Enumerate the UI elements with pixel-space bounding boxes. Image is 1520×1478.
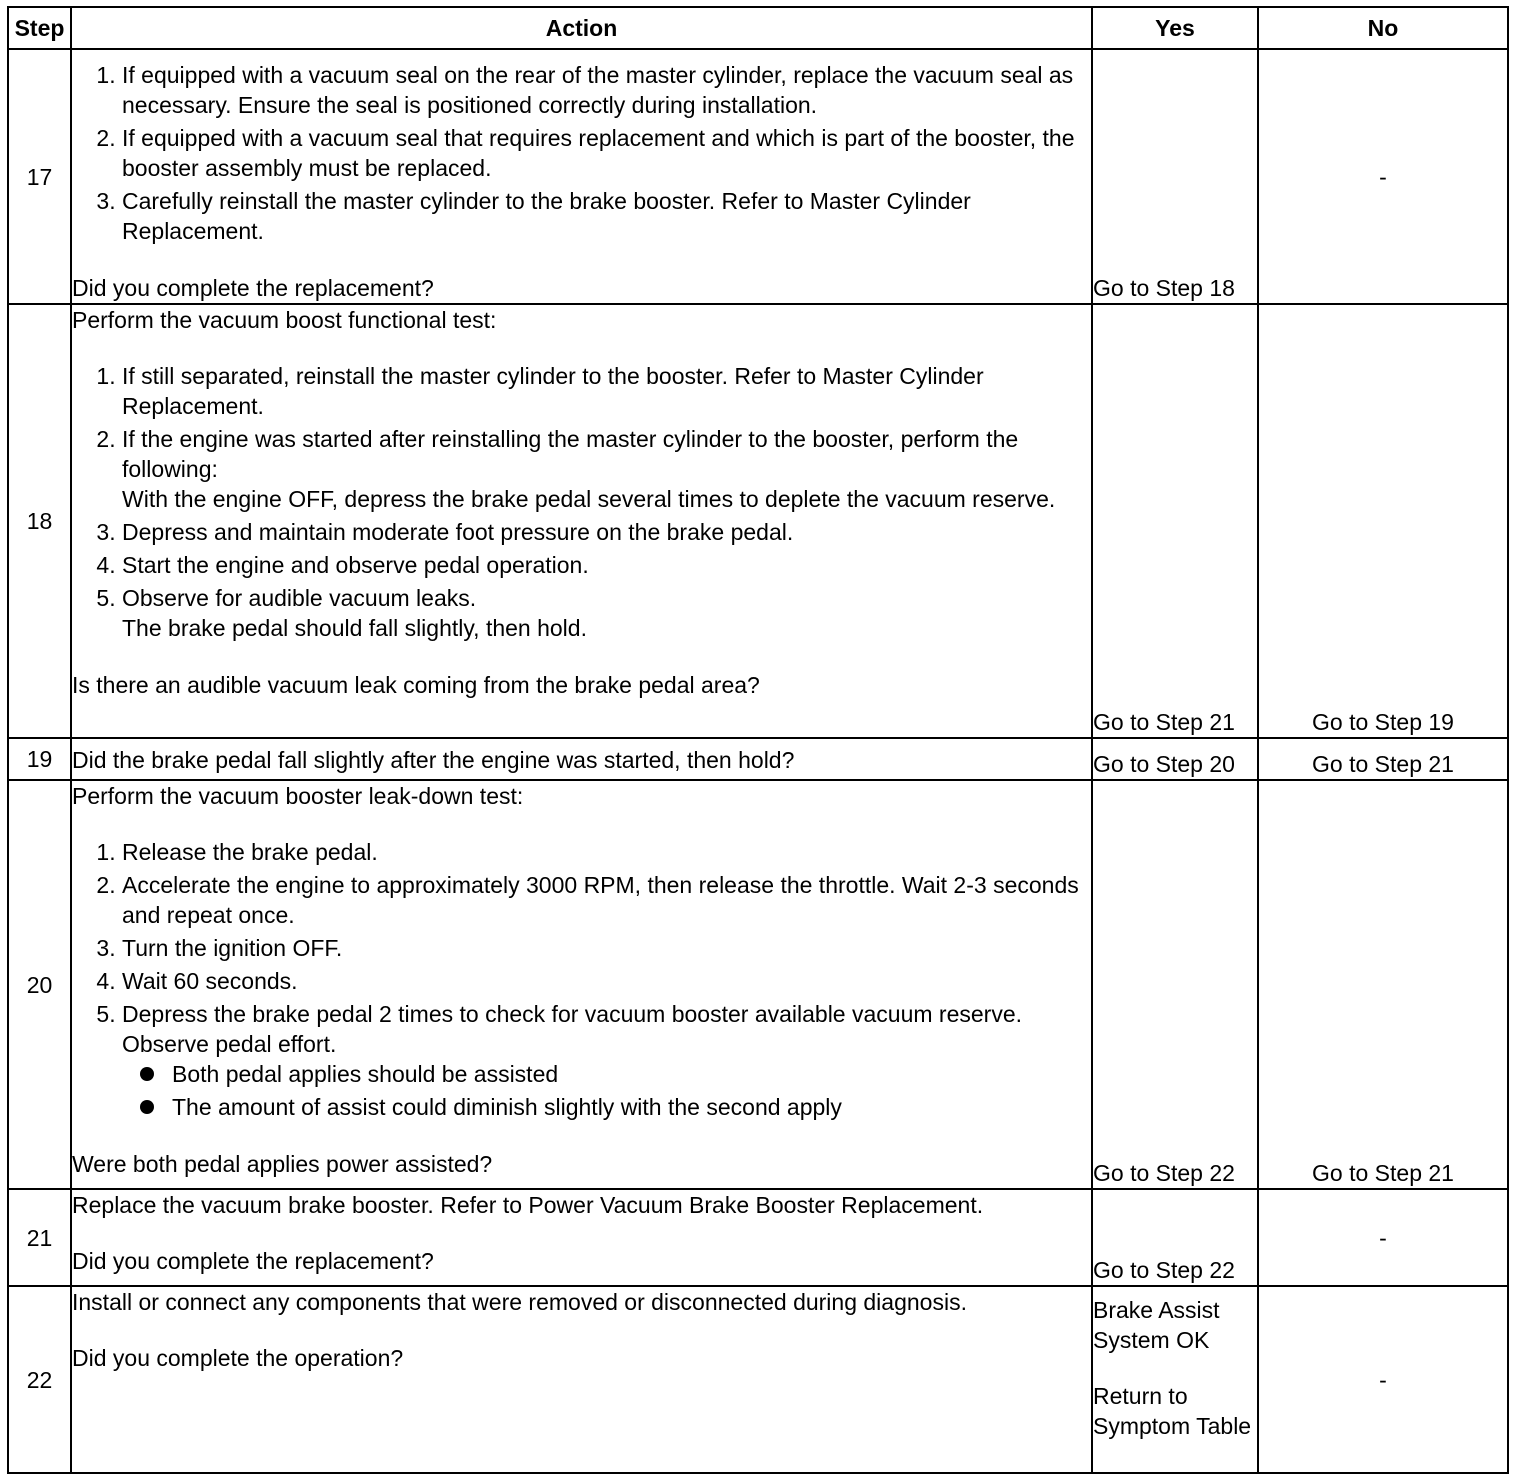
table-row (8, 738, 1508, 780)
action-list (72, 837, 1091, 1122)
yes-cell: Go to Step 21 (1092, 304, 1258, 738)
table-row (8, 780, 1508, 1189)
bullet-item: Both pedal applies should be assisted (140, 1059, 1091, 1089)
step-number: 18 (8, 304, 71, 738)
action-cell (71, 304, 1092, 738)
list-item-text: If the engine was started after reinstalling the master cylinder to the booster, perform the following: (122, 426, 1019, 482)
list-item: 4. Wait 60 seconds. (122, 966, 1091, 996)
diagnostic-table (7, 6, 1509, 1474)
list-item (122, 583, 1091, 643)
header-row (8, 7, 1508, 49)
list-item: 1. If equipped with a vacuum seal on the rear of the master cylinder, replace the vacuum seal as necessary. Ensure the seal is positioned correctly during installation. (122, 60, 1091, 120)
yes-cell: Go to Step 18 (1092, 49, 1258, 304)
step-number: 17 (8, 49, 71, 304)
intro-text: Perform the vacuum booster leak-down test: (72, 783, 524, 809)
list-item-subtext: With the engine OFF, depress the brake pedal several times to deplete the vacuum reserve. (122, 486, 1056, 512)
bullet-icon (140, 1100, 154, 1114)
list-item (122, 999, 1091, 1122)
action-list (72, 361, 1091, 643)
yes-cell: Go to Step 20 (1092, 738, 1258, 780)
list-item-subtext: The brake pedal should fall slightly, then hold. (122, 615, 587, 641)
table-row (8, 1286, 1508, 1473)
no-cell: Go to Step 19 (1258, 304, 1508, 738)
question-text: Is there an audible vacuum leak coming from the brake pedal area? (72, 672, 760, 698)
step-number: 19 (8, 738, 71, 780)
header-yes: Yes (1092, 7, 1258, 49)
action-cell (71, 738, 1092, 780)
list-item: 4. Start the engine and observe pedal operation. (122, 550, 1091, 580)
action-list (72, 60, 1091, 246)
list-item: 1. If still separated, reinstall the master cylinder to the booster. Refer to Master Cylinder Replacement. (122, 361, 1091, 421)
table-row (8, 304, 1508, 738)
bullet-list (122, 1059, 1091, 1122)
table-row (8, 1189, 1508, 1286)
yes-cell (1092, 1286, 1258, 1473)
list-item (122, 424, 1091, 514)
list-item: 3. Carefully reinstall the master cylinder to the brake booster. Refer to Master Cylinder Replacement. (122, 186, 1091, 246)
header-action: Action (71, 7, 1092, 49)
question-text: Did you complete the operation? (72, 1345, 404, 1371)
list-item: 2. Accelerate the engine to approximately 3000 RPM, then release the throttle. Wait 2-3 seconds and repeat once. (122, 870, 1091, 930)
question-text: Did you complete the replacement? (72, 1248, 434, 1274)
yes-text: Return to Symptom Table (1093, 1383, 1252, 1439)
action-cell (71, 1286, 1092, 1473)
no-cell: - (1258, 1189, 1508, 1286)
no-cell: Go to Step 21 (1258, 738, 1508, 780)
list-item-text: Observe for audible vacuum leaks. (122, 585, 477, 611)
bullet-icon (140, 1067, 154, 1081)
intro-text: Install or connect any components that were removed or disconnected during diagnosis. (72, 1289, 967, 1315)
question-text: Did the brake pedal fall slightly after the engine was started, then hold? (72, 747, 795, 773)
yes-cell: Go to Step 22 (1092, 780, 1258, 1189)
header-no: No (1258, 7, 1508, 49)
question-text: Were both pedal applies power assisted? (72, 1151, 493, 1177)
no-cell: Go to Step 21 (1258, 780, 1508, 1189)
header-step: Step (8, 7, 71, 49)
action-cell (71, 1189, 1092, 1286)
action-cell (71, 780, 1092, 1189)
intro-text: Perform the vacuum boost functional test: (72, 307, 497, 333)
list-item-text: Depress the brake pedal 2 times to check for vacuum booster available vacuum reserve. Observe pedal effort. (122, 1001, 1022, 1057)
question-text: Did you complete the replacement? (72, 275, 434, 301)
step-number: 21 (8, 1189, 71, 1286)
yes-cell: Go to Step 22 (1092, 1189, 1258, 1286)
bullet-item: The amount of assist could diminish slightly with the second apply (140, 1092, 1091, 1122)
table-row (8, 49, 1508, 304)
list-item: 2. If equipped with a vacuum seal that requires replacement and which is part of the booster, the booster assembly must be replaced. (122, 123, 1091, 183)
no-cell: - (1258, 1286, 1508, 1473)
list-item: 3. Turn the ignition OFF. (122, 933, 1091, 963)
step-number: 20 (8, 780, 71, 1189)
step-number: 22 (8, 1286, 71, 1473)
list-item: 3. Depress and maintain moderate foot pressure on the brake pedal. (122, 517, 1091, 547)
no-cell: - (1258, 49, 1508, 304)
list-item: 1. Release the brake pedal. (122, 837, 1091, 867)
intro-text: Replace the vacuum brake booster. Refer to Power Vacuum Brake Booster Replacement. (72, 1192, 984, 1218)
action-cell (71, 49, 1092, 304)
yes-text: Brake Assist System OK (1093, 1297, 1220, 1353)
